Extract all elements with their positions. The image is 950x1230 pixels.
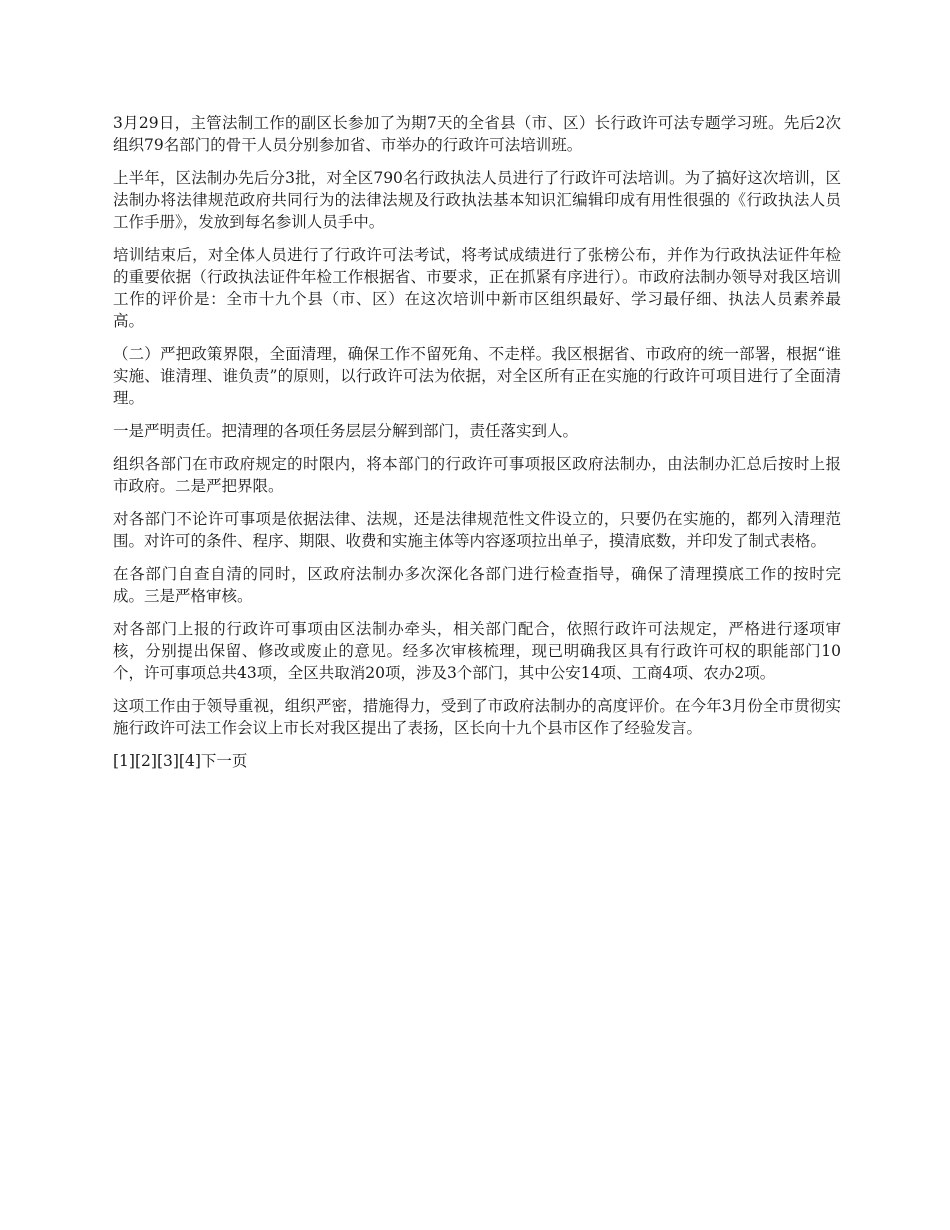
paragraph-10: 这项工作由于领导重视，组织严密，措施得力，受到了市政府法制办的高度评价。在今年3月份全市贯彻实施行政许可法工作会议上市长对我区提出了表扬，区长向十九个县市区作了经验发言。 bbox=[113, 697, 841, 737]
document-body bbox=[113, 112, 841, 772]
page-link-4[interactable]: [4] bbox=[178, 752, 201, 770]
paragraph-8: 在各部门自查自清的同时，区政府法制办多次深化各部门进行检查指导，确保了清理摸底工作的按时完成。三是严格审核。 bbox=[113, 565, 841, 605]
paragraph-1: 3月29日，主管法制工作的副区长参加了为期7天的全省县（市、区）长行政许可法专题学习班。先后2次组织79名部门的骨干人员分别参加省、市举办的行政许可法培训班。 bbox=[113, 114, 841, 154]
paragraph-4: （二）严把政策界限，全面清理，确保工作不留死角、不走样。我区根据省、市政府的统一部署，根据“谁实施、谁清理、谁负责”的原则，以行政许可法为依据，对全区所有正在实施的行政许可项目进行了全面清理。 bbox=[113, 345, 841, 407]
paragraph-7: 对各部门不论许可事项是依据法律、法规，还是法律规范性文件设立的，只要仍在实施的，都列入清理范围。对许可的条件、程序、期限、收费和实施主体等内容逐项拉出单子，摸清底数，并印发了制式表格。 bbox=[113, 510, 841, 550]
pagination bbox=[113, 750, 841, 772]
paragraph-3: 培训结束后，对全体人员进行了行政许可法考试，将考试成绩进行了张榜公布，并作为行政执法证件年检的重要依据（行政执法证件年检工作根据省、市要求，正在抓紧有序进行）。市政府法制办领导对我区培训工作的评价是：全市十九个县（市、区）在这次培训中新市区组织最好、学习最仔细、执法人员素养最高。 bbox=[113, 246, 841, 330]
paragraph-6: 组织各部门在市政府规定的时限内，将本部门的行政许可事项报区政府法制办，由法制办汇总后按时上报市政府。二是严把界限。 bbox=[113, 455, 841, 495]
next-page-link[interactable]: 下一页 bbox=[200, 752, 248, 770]
page-link-3[interactable]: [3] bbox=[156, 752, 179, 770]
paragraph-2: 上半年，区法制办先后分3批，对全区790名行政执法人员进行了行政许可法培训。为了搞好这次培训，区法制办将法律规范政府共同行为的法律法规及行政执法基本知识汇编辑印成有用性很强的《行政执法人员工作手册》，发放到每名参训人员手中。 bbox=[113, 169, 841, 231]
page-link-2[interactable]: [2] bbox=[134, 752, 157, 770]
paragraph-9: 对各部门上报的行政许可事项由区法制办牵头，相关部门配合，依照行政许可法规定，严格进行逐项审核，分别提出保留、修改或废止的意见。经多次审核梳理，现已明确我区具有行政许可权的职能部门10个，许可事项总共43项，全区共取消20项，涉及3个部门，其中公安14项、工商4项、农办2项。 bbox=[113, 620, 841, 682]
paragraph-5: 一是严明责任。把清理的各项任务层层分解到部门，责任落实到人。 bbox=[113, 422, 579, 440]
page-link-1[interactable]: [1] bbox=[113, 752, 135, 770]
